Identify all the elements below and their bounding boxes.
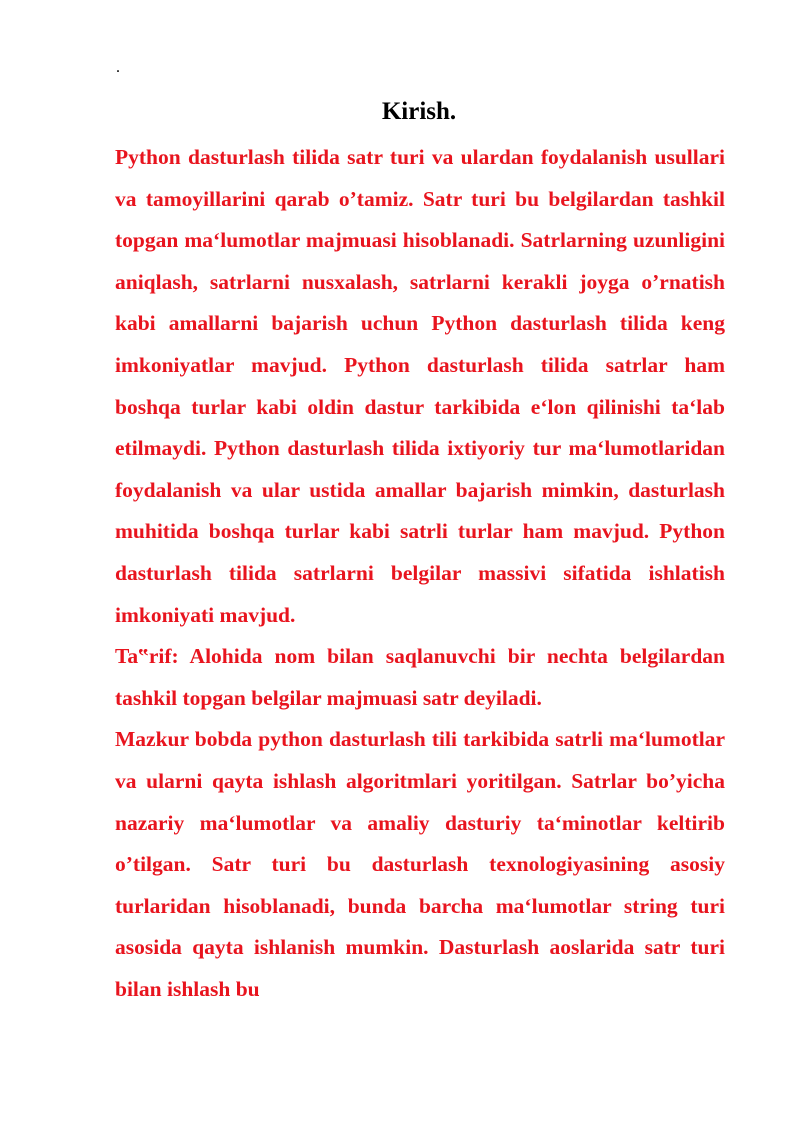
chapter-summary-paragraph: Mazkur bobda python dasturlash tili tarkibida satrli ma‘lumotlar va ularni qayta ishlash algoritmlari yoritilgan. Satrlar bo’yicha nazariy ma‘lumotlar va amaliy dasturiy ta‘minotlar keltirib o’tilgan. Satr turi bu dasturlash texnologiyasining asosiy turlaridan hisoblanadi, bunda barcha ma‘lumotlar string turi asosida qayta ishlanish mumkin. Dasturlash aoslarida satr turi bilan ishlash bu: [115, 727, 725, 1001]
document-body: [115, 137, 725, 1010]
intro-paragraph: Python dasturlash tilida satr turi va ulardan foydalanish usullari va tamoyillarini qarab o’tamiz. Satr turi bu belgilardan tashkil topgan ma‘lumotlar majmuasi hisoblanadi. Satrlarning uzunligini aniqlash, satrlarni nusxalash, satrlarni kerakli joyga o’rnatish kabi amallarni bajarish uchun Python dasturlash tilida keng imkoniyatlar mavjud. Python dasturlash tilida satrlar ham boshqa turlar kabi oldin dastur tarkibida e‘lon qilinishi ta‘lab etilmaydi. Python dasturlash tilida ixtiyoriy tur ma‘lumotlaridan foydalanish va ular ustida amallar bajarish mimkin, dasturlash muhitida boshqa turlar kabi satrli turlar ham mavjud. Python dasturlash tilida satrlarni belgilar massivi sifatida ishlatish imkoniyati mavjud.: [115, 145, 725, 627]
page-marker: .: [116, 59, 120, 76]
page-title: Kirish.: [381, 98, 457, 125]
definition-paragraph: Ta‟rif: Alohida nom bilan saqlanuvchi bir nechta belgilardan tashkil topgan belgilar majmuasi satr deyiladi.: [115, 644, 725, 710]
